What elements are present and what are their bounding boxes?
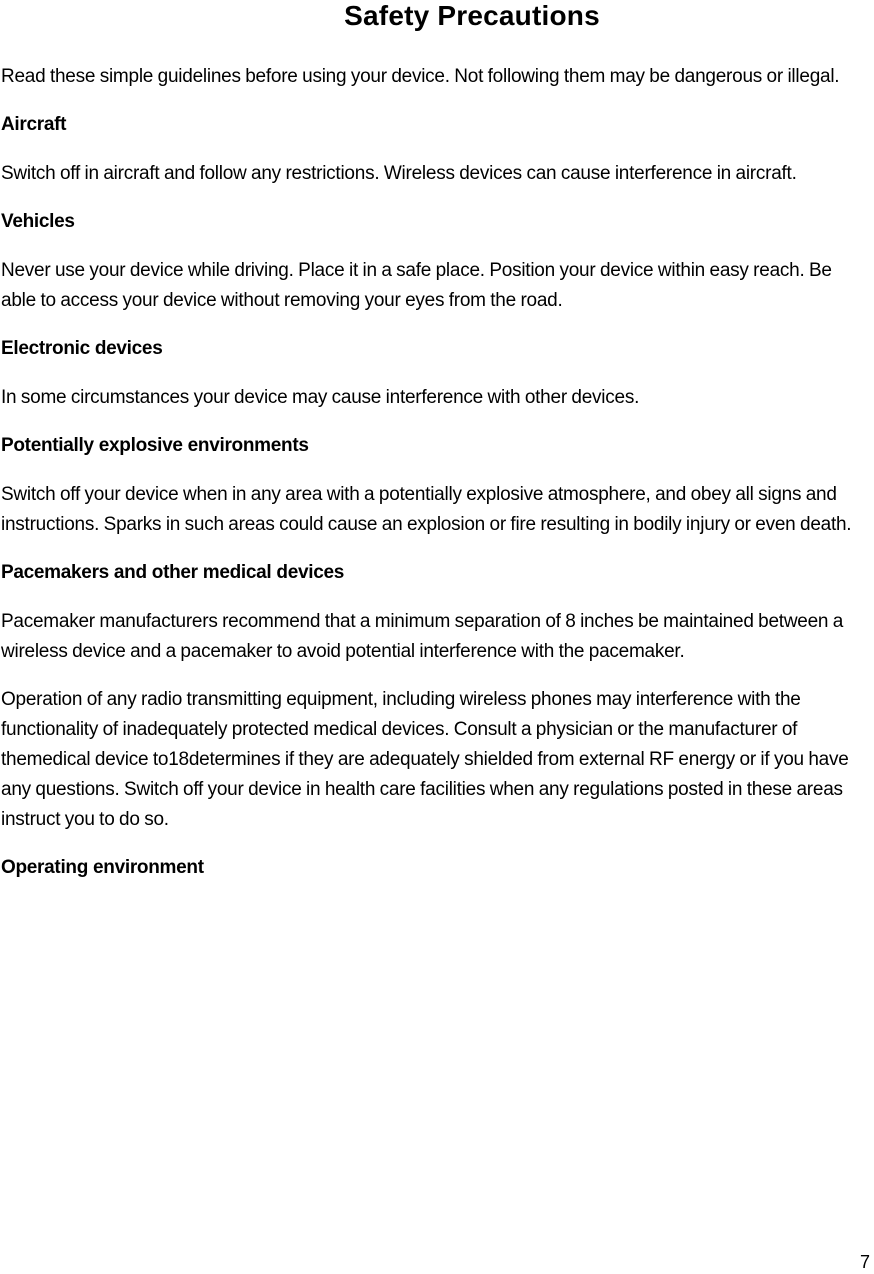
section-heading-aircraft: Aircraft xyxy=(1,114,67,135)
page-title: Safety Precautions xyxy=(344,0,600,31)
explosive-environments-paragraph: Switch off your device when in any area with a potentially explosive atmosphere, and obey all signs and instructions. Sparks in such areas could cause an explosion or fire resulting in bodily injury or even death. xyxy=(1,484,852,535)
section-heading-medical-devices: Pacemakers and other medical devices xyxy=(1,562,345,583)
section-heading-explosive-environments: Potentially explosive environments xyxy=(1,435,309,456)
aircraft-paragraph: Switch off in aircraft and follow any restrictions. Wireless devices can cause interference in aircraft. xyxy=(1,163,797,184)
section-heading-vehicles: Vehicles xyxy=(1,211,75,232)
intro-paragraph: Read these simple guidelines before using your device. Not following them may be dangerous or illegal. xyxy=(1,66,840,87)
section-heading-electronic-devices: Electronic devices xyxy=(1,338,163,359)
page-number: 7 xyxy=(859,1252,870,1272)
medical-devices-paragraph-2: Operation of any radio transmitting equipment, including wireless phones may interference with the functionality of inadequately protected medical devices. Consult a physician or the manufacturer of themedical device to18determines if they are adequately shielded from external RF energy or if you have any questions. Switch off your device in health care facilities when any regulations posted in these areas instruct you to do so. xyxy=(1,689,849,830)
electronic-devices-paragraph: In some circumstances your device may cause interference with other devices. xyxy=(1,387,640,408)
section-heading-operating-environment: Operating environment xyxy=(1,857,204,878)
medical-devices-paragraph-1: Pacemaker manufacturers recommend that a minimum separation of 8 inches be maintained between a wireless device and a pacemaker to avoid potential interference with the pacemaker. xyxy=(1,611,844,662)
document-body xyxy=(1,62,871,902)
vehicles-paragraph: Never use your device while driving. Place it in a safe place. Position your device within easy reach. Be able to access your device without removing your eyes from the road. xyxy=(1,260,832,311)
